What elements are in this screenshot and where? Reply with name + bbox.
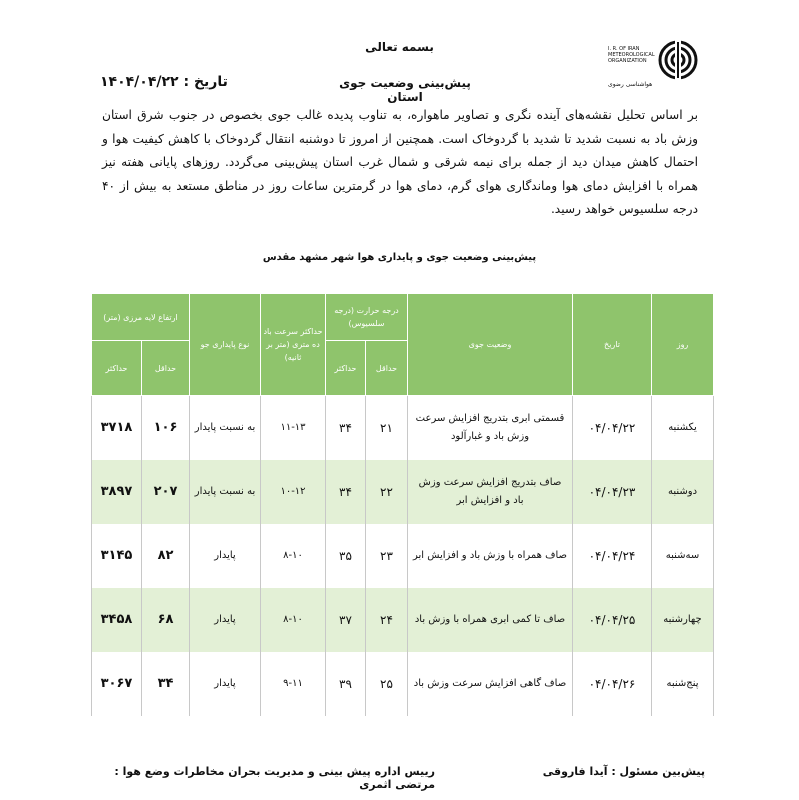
cell-bl-min: ۲۰۷ bbox=[142, 460, 190, 524]
cell-day: دوشنبه bbox=[652, 460, 714, 524]
cell-bl-min: ۱۰۶ bbox=[142, 396, 190, 461]
cell-wind: ۹-۱۱ bbox=[261, 652, 326, 716]
cell-temp-min: ۲۴ bbox=[366, 588, 408, 652]
cell-day: پنج‌شنبه bbox=[652, 652, 714, 716]
cell-bl-max: ۳۴۵۸ bbox=[92, 588, 142, 652]
cell-temp-max: ۳۵ bbox=[326, 524, 366, 588]
cell-stability: پایدار bbox=[190, 652, 261, 716]
cell-weather: صاف بتدریج افزایش سرعت وزش باد و افزایش ابر bbox=[408, 460, 573, 524]
cell-weather: صاف همراه با وزش باد و افزایش ابر bbox=[408, 524, 573, 588]
header-temperature: درجه حرارت (درجه سلسیوس) bbox=[326, 294, 408, 341]
bismillah-heading: بسمه تعالی bbox=[365, 40, 434, 54]
cell-weather: قسمتی ابری بتدریج افزایش سرعت وزش باد و غبارآلود bbox=[408, 396, 573, 461]
header-wind: حداکثر سرعت باد ده متری (متر بر ثانیه) bbox=[261, 294, 326, 396]
cell-day: چهارشنبه bbox=[652, 588, 714, 652]
logo-persian-text: هواشناسی رضوی bbox=[608, 81, 653, 88]
cell-bl-min: ۶۸ bbox=[142, 588, 190, 652]
table-row bbox=[92, 524, 714, 588]
cell-bl-min: ۳۴ bbox=[142, 652, 190, 716]
cell-stability: به نسبت پایدار bbox=[190, 396, 261, 461]
cell-wind: ۸-۱۰ bbox=[261, 588, 326, 652]
document-title: پیش‌بینی وضعیت جوی استان bbox=[339, 76, 471, 104]
cell-weather: صاف گاهی افزایش سرعت وزش باد bbox=[408, 652, 573, 716]
cell-bl-max: ۳۸۹۷ bbox=[92, 460, 142, 524]
header-temp-min: حداقل bbox=[366, 341, 408, 396]
cell-temp-min: ۲۱ bbox=[366, 396, 408, 461]
cell-bl-max: ۳۰۶۷ bbox=[92, 652, 142, 716]
header-day: روز bbox=[652, 294, 714, 396]
cell-date: ۰۴/۰۴/۲۶ bbox=[573, 652, 652, 716]
logo-emblem-icon bbox=[658, 40, 698, 80]
table-title: پیش‌بینی وضعیت جوی و پایداری هوا شهر مشهد مقدس bbox=[262, 252, 537, 263]
cell-day: یکشنبه bbox=[652, 396, 714, 461]
cell-wind: ۱۰-۱۲ bbox=[261, 460, 326, 524]
header-bl-max: حداکثر bbox=[92, 341, 142, 396]
cell-date: ۰۴/۰۴/۲۵ bbox=[573, 588, 652, 652]
cell-weather: صاف تا کمی ابری همراه با وزش باد bbox=[408, 588, 573, 652]
header-bl-min: حداقل bbox=[142, 341, 190, 396]
cell-temp-min: ۲۲ bbox=[366, 460, 408, 524]
cell-date: ۰۴/۰۴/۲۲ bbox=[573, 396, 652, 461]
table-row bbox=[92, 588, 714, 652]
cell-temp-max: ۳۴ bbox=[326, 396, 366, 461]
cell-temp-min: ۲۳ bbox=[366, 524, 408, 588]
header-weather: وضعیت جوی bbox=[408, 294, 573, 396]
table-row bbox=[92, 652, 714, 716]
cell-stability: پایدار bbox=[190, 588, 261, 652]
table-row bbox=[92, 396, 714, 461]
forecaster-signature-line: پیش‌بین مسئول : آیدا فاروقی bbox=[542, 765, 705, 778]
cell-day: سه‌شنبه bbox=[652, 524, 714, 588]
forecast-paragraph: بر اساس تحلیل نقشه‌های آینده نگری و تصاویر ماهواره، به تناوب پدیده غالب جوی بخصوص در جنوب شرق استان وزش باد به نسبت شدید تا شدید با گردوخاک است. همچنین از امروز تا دوشنبه انتقال گردوخاک با کاهش کیفیت هوا و احتمال کاهش میدان دید از جمله برای نیمه شرقی و شمال غرب استان پیش‌بینی می‌گردد. روزهای پایانی هفته نیز همراه با افزایش دمای هوا وماندگاری هوای گرم، دمای هوا در گرمترین ساعات روز در مناطق مستعد به بیش از ۴۰ درجه سلسیوس خواهد رسید. bbox=[102, 108, 698, 216]
cell-bl-max: ۳۷۱۸ bbox=[92, 396, 142, 461]
header-boundary-layer: ارتفاع لایه مرزی (متر) bbox=[92, 294, 190, 341]
meteorological-organization-logo bbox=[600, 38, 700, 98]
cell-temp-max: ۳۷ bbox=[326, 588, 366, 652]
cell-date: ۰۴/۰۴/۲۳ bbox=[573, 460, 652, 524]
chief-signature-line: رییس اداره پیش بینی و مدیریت بحران مخاطرات وضع هوا : مرتضی اثمری bbox=[114, 765, 435, 791]
table-row bbox=[92, 460, 714, 524]
header-temp-max: حداکثر bbox=[326, 341, 366, 396]
cell-stability: به نسبت پایدار bbox=[190, 460, 261, 524]
cell-stability: پایدار bbox=[190, 524, 261, 588]
header-date: تاریخ bbox=[573, 294, 652, 396]
cell-wind: ۱۱-۱۳ bbox=[261, 396, 326, 461]
cell-temp-max: ۳۴ bbox=[326, 460, 366, 524]
cell-temp-max: ۳۹ bbox=[326, 652, 366, 716]
cell-wind: ۸-۱۰ bbox=[261, 524, 326, 588]
forecast-table bbox=[91, 293, 714, 716]
cell-temp-min: ۲۵ bbox=[366, 652, 408, 716]
cell-bl-max: ۳۱۴۵ bbox=[92, 524, 142, 588]
header-stability: نوع پایداری جو bbox=[190, 294, 261, 396]
cell-bl-min: ۸۲ bbox=[142, 524, 190, 588]
cell-date: ۰۴/۰۴/۲۴ bbox=[573, 524, 652, 588]
document-date: تاریخ : ۱۴۰۴/۰۴/۲۲ bbox=[100, 74, 228, 90]
logo-english-text: I. R. OF IRAN METEOROLOGICAL ORGANIZATION bbox=[608, 46, 655, 64]
